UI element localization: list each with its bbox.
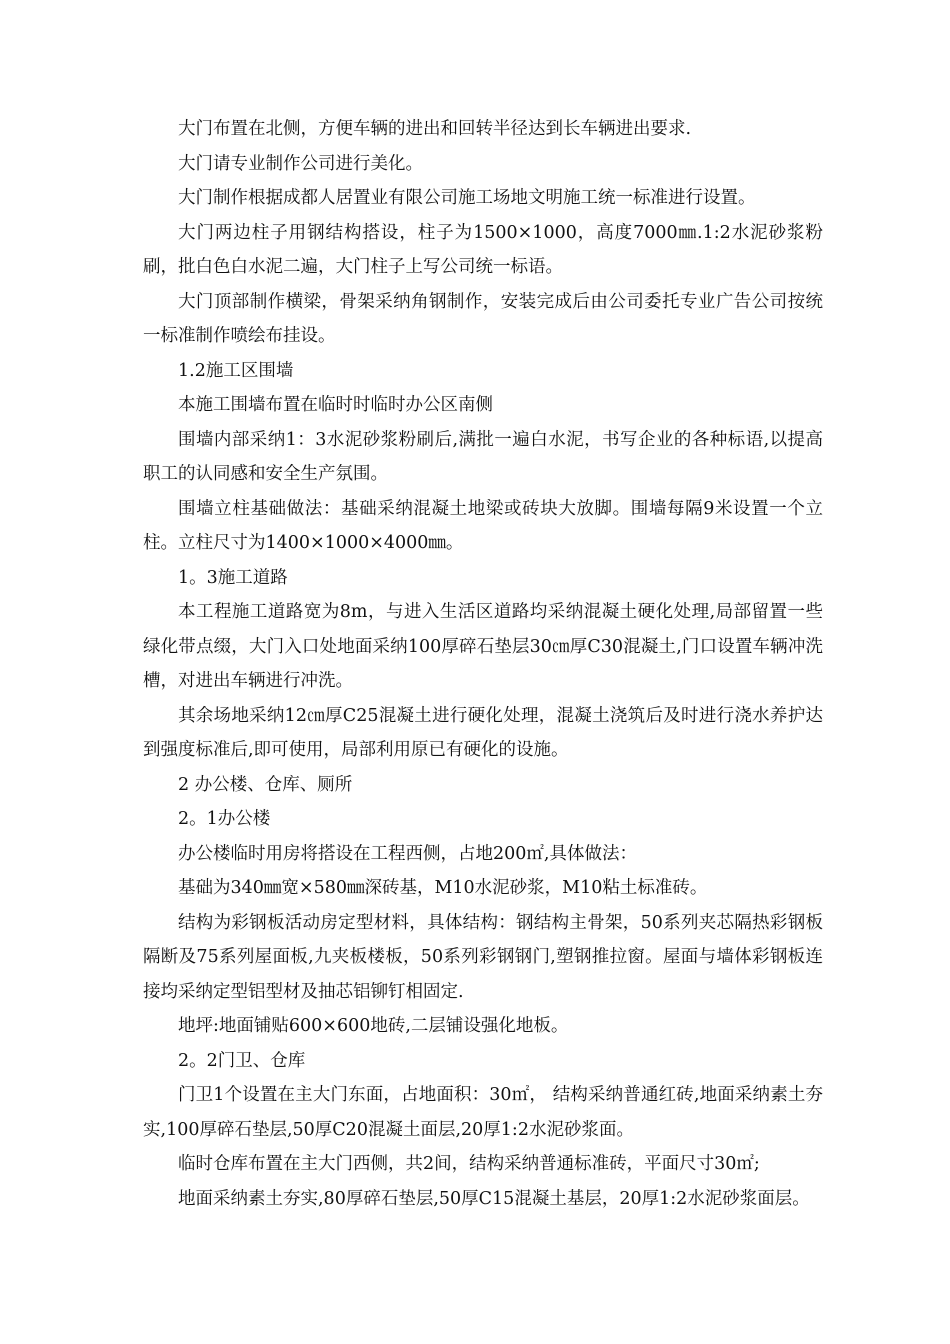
document-body bbox=[143, 112, 823, 1216]
paragraph: 地面采纳素土夯实,80厚碎石垫层,50厚C15混凝土基层，20厚1:2水泥砂浆面层。 bbox=[178, 1188, 810, 1209]
paragraph: 大门布置在北侧，方便车辆的进出和回转半径达到长车辆进出要求. bbox=[178, 119, 692, 139]
paragraph: 大门顶部制作横梁，骨架采纳角钢制作，安装完成后由公司委托专业广告公司按统一标准制作喷绘布挂设。 bbox=[143, 291, 823, 346]
paragraph: 围墙立柱基础做法：基础采纳混凝土地梁或砖块大放脚。围墙每隔9米设置一个立柱。立柱尺寸为1400×1000×4000㎜。 bbox=[143, 498, 823, 553]
paragraph: 本施工围墙布置在临时时临时办公区南侧 bbox=[178, 395, 493, 415]
paragraph: 其余场地采纳12㎝厚C25混凝土进行硬化处理，混凝土浇筑后及时进行浇水养护达到强度标准后,即可使用，局部利用原已有硬化的设施。 bbox=[143, 705, 823, 760]
section-heading: 1.2施工区围墙 bbox=[178, 360, 294, 381]
section-heading: 1。3施工道路 bbox=[178, 567, 288, 588]
section-heading: 2。2门卫、仓库 bbox=[178, 1050, 306, 1071]
paragraph: 门卫1个设置在主大门东面，占地面积：30㎡， 结构采纳普通红砖,地面采纳素土夯实,100厚碎石垫层,50厚C20混凝土面层,20厚1:2水泥砂浆面。 bbox=[143, 1085, 823, 1140]
paragraph: 基础为340㎜宽×580㎜深砖基，M10水泥砂浆，M10粘土标准砖。 bbox=[178, 878, 708, 898]
paragraph: 办公楼临时用房将搭设在工程西侧，占地200㎡,具体做法： bbox=[178, 843, 637, 864]
section-heading: 2。1办公楼 bbox=[178, 809, 271, 829]
paragraph: 大门两边柱子用钢结构搭设，柱子为1500×1000，高度7000㎜.1:2水泥砂浆粉刷，批白色白水泥二遍，大门柱子上写公司统一标语。 bbox=[143, 222, 823, 277]
paragraph: 本工程施工道路宽为8m，与进入生活区道路均采纳混凝土硬化处理,局部留置一些绿化带点缀，大门入口处地面采纳100厚碎石垫层30㎝厚C30混凝土,门口设置车辆冲洗槽，对进出车辆进行冲洗。 bbox=[143, 602, 823, 691]
paragraph: 临时仓库布置在主大门西侧，共2间，结构采纳普通标准砖，平面尺寸30㎡; bbox=[178, 1154, 760, 1174]
paragraph: 结构为彩钢板活动房定型材料，具体结构：钢结构主骨架，50系列夹芯隔热彩钢板隔断及75系列屋面板,九夹板楼板，50系列彩钢钢门,塑钢推拉窗。屋面与墙体彩钢板连接均采纳定型铝型材及抽芯铝铆钉相固定. bbox=[143, 912, 823, 1002]
section-heading: 2 办公楼、仓库、厕所 bbox=[178, 774, 353, 795]
paragraph: 大门请专业制作公司进行美化。 bbox=[178, 153, 423, 174]
paragraph: 大门制作根据成都人居置业有限公司施工场地文明施工统一标准进行设置。 bbox=[178, 188, 756, 208]
paragraph: 围墙内部采纳1：3水泥砂浆粉刷后,满批一遍白水泥，书写企业的各种标语,以提高职工的认同感和安全生产氛围。 bbox=[143, 429, 823, 484]
paragraph: 地坪:地面铺贴600×600地砖,二层铺设强化地板。 bbox=[178, 1016, 569, 1036]
